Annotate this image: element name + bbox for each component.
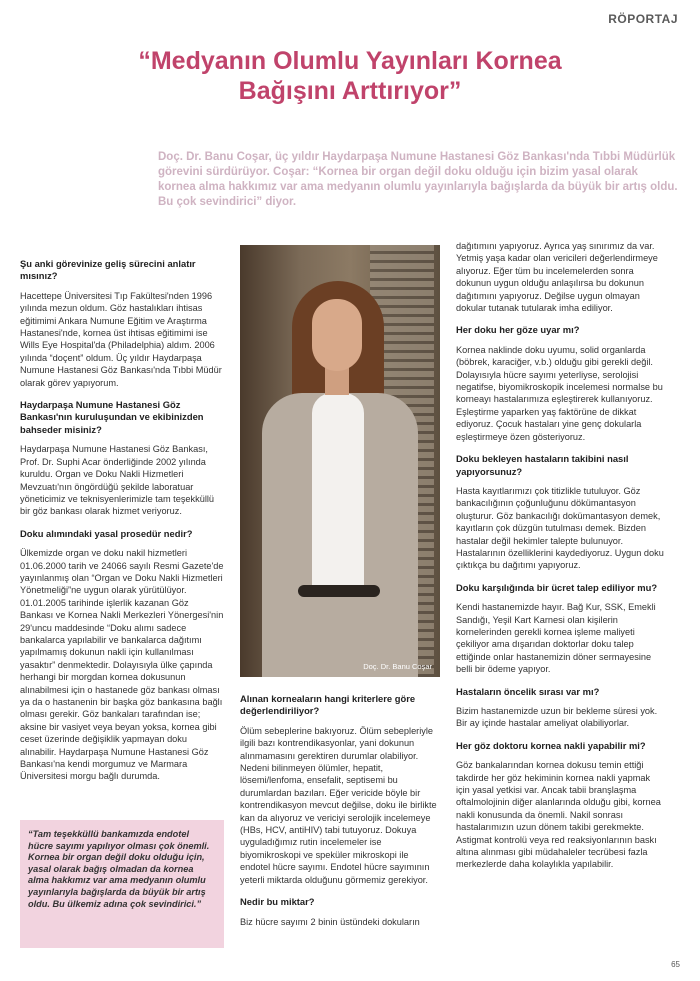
interview-question: Her doku her göze uyar mı? <box>456 324 580 336</box>
interview-answer: Göz bankalarından kornea dokusu temin ettiği takdirde her göz hekiminin kornea nakli yapmak için yasal yetkisi var. Ancak tabii branşlaşma oftalmolojinin diğer alanlarında olduğu gibi, kornea nakli konusunda da önemli. Nakil sonrası hastalarımızın uzun dönem takibi gerekmekte. Astigmat kontrolü veya red reaksiyonlarının baskı altına alınması gibi müdahaleler tecrübesi fazla merkezlerde daha kolaylıkla yapılabilir. <box>456 760 661 870</box>
photo-caption: Doç. Dr. Banu Coşar <box>363 662 432 671</box>
article-title <box>0 46 700 106</box>
interview-question: Alınan korneaların hangi kriterlere göre değerlendiriliyor? <box>240 693 416 717</box>
interview-question: Haydarpaşa Numune Hastanesi Göz Bankası'nın kuruluşundan ve ekibinizden bahseder misiniz? <box>20 399 204 435</box>
interview-question: Şu anki görevinize geliş sürecini anlatır mısınız? <box>20 258 196 282</box>
interview-answer: Ölüm sebeplerine bakıyoruz. Ölüm sebepleriyle ilgili bazı kontrendikasyonlar, yani dokunun alınmamasını gerektiren durumlar olabiliyor. Nedeni bilinmeyen ölümler, hepatit, lösemi/lenfoma, ensefalit, septisemi bu durumlardan bazıları. Eğer vericide böyle bir kontrendikasyon mevcut değilse, doku ile birlikte kan da alıyoruz ve vericiyi serolojik incelemeye (HBs, HCV, antiHIV) tabi tutuyoruz. Dokuya uyguladığımız rutin incelemeler ise biyomikroskopi ve speküler mikroskopi ile endotel hücre sayımı. Endotel hücre sayımının yeterli miktarda olduğunu görmemiz gerekiyor. <box>240 725 437 885</box>
article-title-line-1: “Medyanın Olumlu Yayınları Kornea <box>138 47 562 75</box>
interview-answer: Hacettepe Üniversitesi Tıp Fakültesi'nden 1996 yılında mezun oldum. Göz hastalıkları ihtisas eğitimimi Ankara Numune Eğitim ve Araştırma Hastanesi'nde, kornea üst ihtisas eğitimimi ise Wills Eye Hospital'da (Philadelphia) aldım. 2006 yılında “doçent” oldum. Üç yıldır Haydarpaşa Numune Hastanesi Göz Bankası'nda Tıbbi Müdür olarak görev yapıyorum. <box>20 290 222 388</box>
interview-answer: Kendi hastanemizde hayır. Bağ Kur, SSK, Emekli Sandığı, Yeşil Kart Karnesi olan kişilerin kornelerinden gerekli kornea işleme maliyeti çekiliyor ama dışarıdan doktorlar doku talep ettiğinde onlar hastanemizin döner sermayesine belli bir ödeme yapıyor. <box>456 602 656 675</box>
interview-answer: Bizim hastanemizde uzun bir bekleme süresi yok. Bir ay içinde hastalar ameliyat olabiliyorlar. <box>456 706 658 729</box>
article-lead: Doç. Dr. Banu Coşar, üç yıldır Haydarpaşa Numune Hastanesi Göz Bankası'nda Tıbbi Müdürlük görevini sürdürüyor. Coşar: “Kornea bir organ değil doku olduğu için bizim yasal olarak kornea alma hakkımız var ama medyanın olumlu yayınlarıyla bağışlarda da büyük bir artış oldu. Bu çok sevindirici” diyor. <box>158 151 678 208</box>
section-label: RÖPORTAJ <box>608 12 678 26</box>
interview-answer: dağıtımını yapıyoruz. Ayrıca yaş sınırımız da var. Yetmiş yaşa kadar olan vericileri değerlendirmeye alıyoruz. Eğer tüm bu incelemelerden sonra dokunun uygun olduğu anlaşılırsa bu dokunun dağıtımını yapıyoruz. Değilse uygun olmayan dokular tutanak tutularak imha ediliyor. <box>456 241 658 314</box>
interview-answer: Ülkemizde organ ve doku nakil hizmetleri 01.06.2000 tarih ve 24066 sayılı Resmi Gazete'de yayınlanmış olan “Organ ve Doku Nakli Hizmetleri Yönetmeliği”ne uygun olarak yürütülüyor. 01.01.2005 tarihinde işlerlik kazanan Göz Bankası ve Kornea Nakli Merkezleri Yönergesi'nin 29'uncu maddesinde “Doku alımı sadece bankalarca yapılabilir ve bankalarca dağıtımı yapılmamış dokunun nakli için kullanılması yasaktır” denmektedir. Dolayısıyla ülke çapında herhangi bir morgdan kornea dokusunun alınabilmesi için o hastanede göz bankası olması ya da o hastanenin bir başka göz bankasına bağlı olması gerekir. Göz bankaları tarafından ise; aksine bir vasiyet veya beyan yoksa, kornea gibi ceset üzerinde değişiklik yapmayan doku alınabilir. Haydarpaşa Numune Hastanesi Göz Bankası'na kendi morgumuz ve Marmara Üniversitesi morgu bağlı durumda. <box>20 548 224 782</box>
column-3 <box>456 240 664 875</box>
interview-question: Doku bekleyen hastaların takibini nasıl yapıyorsunuz? <box>456 453 629 477</box>
interview-question: Doku alımındaki yasal prosedür nedir? <box>20 527 193 539</box>
page-number: 65 <box>671 960 680 969</box>
interview-question: Doku karşılığında bir ücret talep ediliyor mu? <box>456 581 658 593</box>
interview-answer: Haydarpaşa Numune Hastanesi Göz Bankası, Prof. Dr. Suphi Acar önderliğinde 2002 yılında kuruldu. Organ ve Doku Nakli Hizmetleri Mevzuatı'nın öngördüğü şekilde laboratuar yöneticimiz ve teknisyenlerimizle tam teşekküllü bir göz bankası olarak hizmet veriyoruz. <box>20 444 215 517</box>
pull-quote-text: “Tam teşekküllü bankamızda endotel hücre sayımı yapılıyor olması çok önemli. Kornea bir organ değil doku olduğu için, yasal olarak bağış olmadan da kornea alma hakkımız var ama medyanın olumlu yayınlarıyla bağışlarda da büyük bir artış oldu. Bu ülkemiz adına çok sevindirici.” <box>28 829 210 909</box>
interview-answer: Kornea naklinde doku uyumu, solid organlarda (böbrek, karaciğer, v.b.) olduğu gibi gerekli değil. Dolayısıyla hücre sayımı yeterliyse, serolojisi negatifse, biyomikroskopik incelemesi normalse bu korneayı hastalarımıza eşleştirerek kullanıyoruz. Eşleştirme yaparken yaş faktörüne de dikkat ediyoruz. Çocuk hastaları yine genç dokularla eşleştirmeye özen gösteriyoruz. <box>456 344 663 442</box>
interview-answer: Hasta kayıtlarımızı çok titizlikle tutuluyor. Göz bankacılığının çoğunluğunu dökümantasyon oluşturur. Göz bankacılığı dokümantasyon demek, kayıtların çok düzgün tutulması demek. Bizden hastalar değil hekimler talepte bulunuyor. Hastalarının özelliklerini kaydediyoruz. Uygun doku çıktıkça bu dağıtımı yapıyoruz. <box>456 485 664 571</box>
interview-question: Hastaların öncelik sırası var mı? <box>456 685 600 697</box>
interview-question: Nedir bu miktar? <box>240 896 315 908</box>
article-title-line-2: Bağışını Arttırıyor” <box>238 77 462 105</box>
interview-answer: Biz hücre sayımı 2 binin üstündeki dokuların <box>240 916 420 927</box>
portrait-photo <box>240 245 440 677</box>
pull-quote-box <box>20 820 224 948</box>
interview-question: Her göz doktoru kornea nakli yapabilir mi? <box>456 739 646 751</box>
portrait-face <box>312 299 362 371</box>
column-1 <box>20 258 224 787</box>
portrait-shirt <box>312 393 364 593</box>
portrait-belt <box>298 585 380 597</box>
column-2 <box>240 693 440 932</box>
